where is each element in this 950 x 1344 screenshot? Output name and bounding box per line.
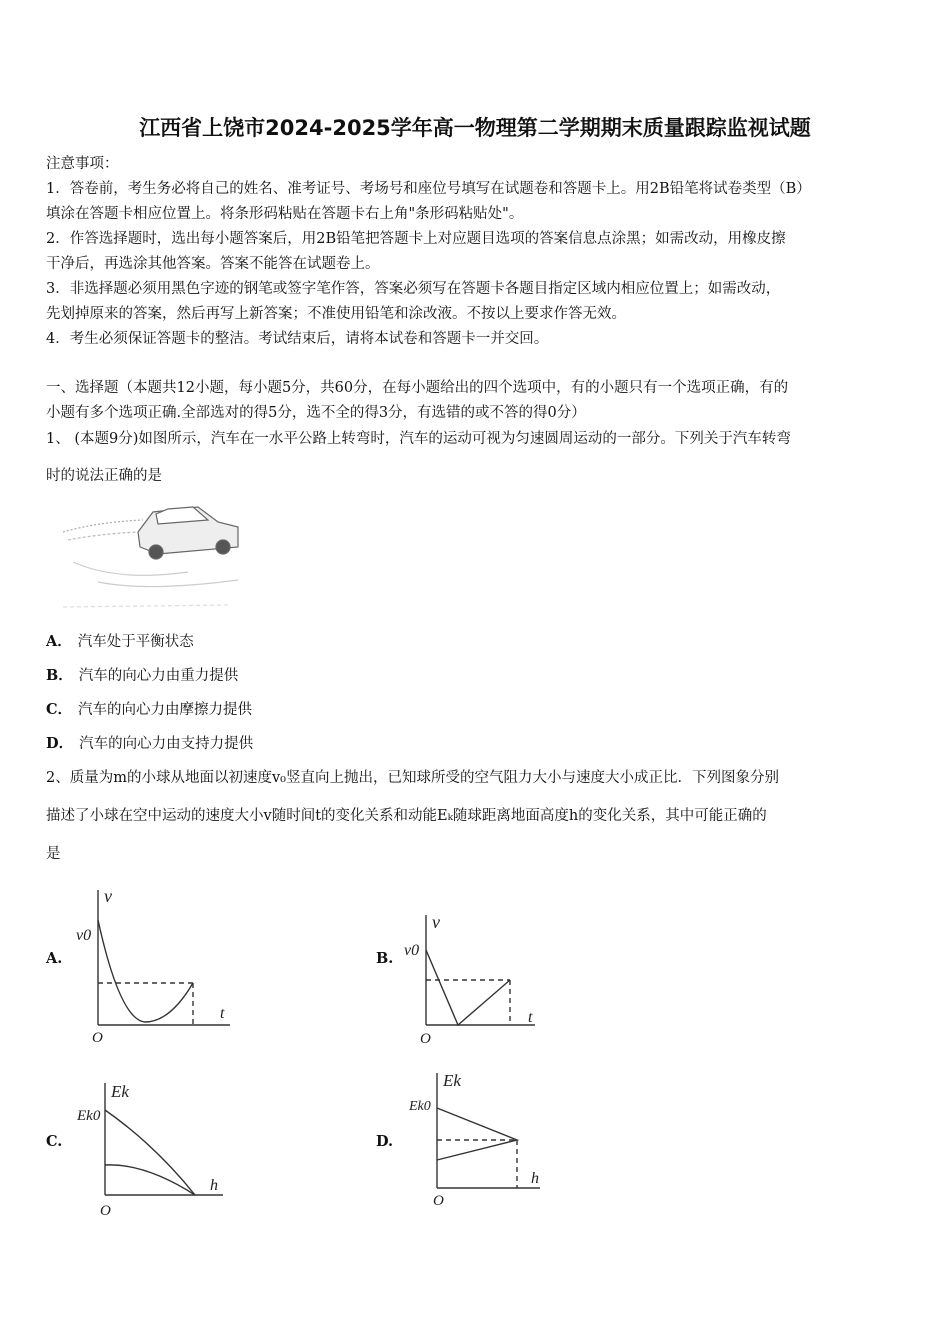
notice-line: 填涂在答题卡相应位置上。将条形码粘贴在答题卡右上角"条形码粘贴处"。 <box>46 206 524 222</box>
axis-label-y: Ek <box>443 1071 461 1090</box>
axis-label-y: v <box>104 886 112 906</box>
q1-option-b[interactable] <box>46 664 238 685</box>
q2-option-a-label[interactable]: A. <box>46 950 63 967</box>
q2-graph-a[interactable] <box>70 880 245 1050</box>
q2-option-d-label[interactable]: D. <box>376 1133 394 1150</box>
q2-graph-d[interactable] <box>405 1068 550 1208</box>
axis-label-x: h <box>531 1170 539 1187</box>
q2-stem: 2、质量为m的小球从地面以初速度v₀竖直向上抛出，已知球所受的空气阻力大小与速度大小成正比．下列图象分别 <box>46 770 779 786</box>
section-heading: 一、选择题（本题共12小题，每小题5分，共60分，在每小题给出的四个选项中，有的小题只有一个选项正确，有的 <box>46 380 789 396</box>
axis-label-x: t <box>528 1009 533 1026</box>
origin-label: O <box>420 1031 431 1045</box>
notice-line: 4．考生必须保证答题卡的整洁。考试结束后，请将本试卷和答题卡一并交回。 <box>46 331 549 347</box>
axis-label-x: t <box>220 1005 225 1022</box>
notice-line: 3．非选择题必须用黑色字迹的钢笔或签字笔作答，答案必须写在答题卡各题目指定区域内相应位置上；如需改动， <box>46 281 781 297</box>
axis-label-y: v <box>432 912 440 932</box>
origin-label: O <box>100 1203 111 1219</box>
option-text: 汽车的向心力由摩擦力提供 <box>78 702 253 718</box>
car-turning-image <box>58 492 253 617</box>
q1-stem: 时的说法正确的是 <box>46 468 162 484</box>
notice-line: 干净后，再选涂其他答案。答案不能答在试题卷上。 <box>46 256 380 272</box>
q2-stem: 描述了小球在空中运动的速度大小v随时间t的变化关系和动能Eₖ随球距离地面高度h的变化关系，其中可能正确的 <box>46 808 767 824</box>
q2-option-b-label[interactable]: B. <box>376 950 394 967</box>
q1-stem: 1、 (本题9分)如图所示，汽车在一水平公路上转弯时，汽车的运动可视为匀速圆周运动的一部分。下列关于汽车转弯 <box>46 431 791 447</box>
notice-line: 1．答卷前，考生务必将自己的姓名、准考证号、考场号和座位号填写在试题卷和答题卡上。用2B铅笔将试卷类型（B） <box>46 181 811 197</box>
origin-label: O <box>433 1193 444 1208</box>
axis-label-v0: v0 <box>76 927 92 944</box>
axis-label-ek0: Ek0 <box>77 1108 101 1124</box>
option-text: 汽车的向心力由支持力提供 <box>79 736 254 752</box>
origin-label: O <box>92 1030 103 1046</box>
q2-graph-b[interactable] <box>400 910 545 1045</box>
option-letter: A． <box>46 633 72 650</box>
q2-option-c-label[interactable]: C. <box>46 1133 63 1150</box>
option-letter: D． <box>46 735 74 752</box>
q2-stem: 是 <box>46 846 61 862</box>
notice-line: 2．作答选择题时，选出每小题答案后，用2B铅笔把答题卡上对应题目选项的答案信息点涂黑；如需改动，用橡皮擦 <box>46 231 786 247</box>
axis-label-v0: v0 <box>404 942 420 959</box>
option-text: 汽车的向心力由重力提供 <box>78 668 239 684</box>
option-letter: B． <box>46 667 73 684</box>
axis-label-ek0: Ek0 <box>409 1099 431 1114</box>
section-heading: 小题有多个选项正确.全部选对的得5分，选不全的得3分，有选错的或不答的得0分） <box>46 405 586 421</box>
q1-option-d[interactable] <box>46 732 253 753</box>
page-title: 江西省上饶市2024-2025学年高一物理第二学期期末质量跟踪监视试题 <box>139 116 811 140</box>
notice-line: 先划掉原来的答案，然后再写上新答案；不准使用铅笔和涂改液。不按以上要求作答无效。 <box>46 306 626 322</box>
option-letter: C． <box>46 701 73 718</box>
notice-heading: 注意事项： <box>46 156 119 172</box>
q2-graph-c[interactable] <box>75 1075 235 1220</box>
axis-label-y: Ek <box>111 1082 129 1101</box>
q1-option-a[interactable] <box>46 630 194 651</box>
q1-option-c[interactable] <box>46 698 252 719</box>
axis-label-x: h <box>210 1177 218 1194</box>
option-text: 汽车处于平衡状态 <box>77 634 194 650</box>
